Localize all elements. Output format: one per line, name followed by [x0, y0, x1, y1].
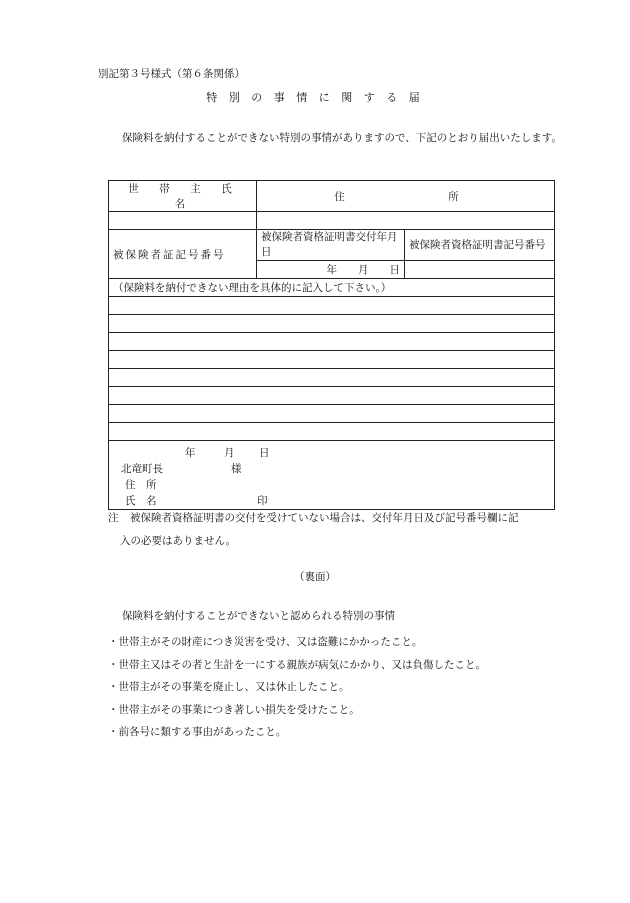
householder-name-header: 世 帯 主 氏 名	[109, 181, 257, 212]
document-title: 特 別 の 事 情 に 関 す る 届	[206, 91, 424, 104]
back-side-heading: 保険料を納付することができないと認められる特別の事情	[122, 610, 395, 622]
list-item: ・世帯主がその財産につき災害を受け、又は盗難にかかったこと。	[108, 636, 423, 648]
address-field[interactable]	[257, 212, 555, 230]
reason-line[interactable]	[109, 405, 555, 423]
note-mark: 注	[108, 512, 119, 524]
cert-issue-date-field[interactable]	[257, 261, 405, 279]
list-item: ・世帯主がその事業を廃止し、又は休止したこと。	[108, 681, 350, 693]
mayor-label: 北竜町長	[121, 463, 163, 475]
list-item: ・世帯主がその事業につき著しい損失を受けたこと。	[108, 703, 360, 716]
back-side-title: （裏面）	[294, 571, 336, 583]
date-year-label: 年	[326, 264, 337, 276]
signer-name-label: 氏 名	[125, 495, 157, 507]
householder-name-field[interactable]	[109, 212, 257, 230]
reason-instruction: （保険料を納付できない理由を具体的に記入して下さい。）	[109, 279, 555, 297]
cert-issue-date-header: 被保険者資格証明書交付年月日	[257, 230, 405, 261]
signer-address-label: 住 所	[125, 479, 157, 491]
reason-line[interactable]	[109, 351, 555, 369]
list-item: ・世帯主又はその者と生計を一にする親族が病気にかかり、又は負傷したこと。	[108, 658, 486, 671]
honorific-label: 様	[231, 463, 242, 475]
reason-line[interactable]	[109, 315, 555, 333]
cert-number-header: 被保険者資格証明書記号番号	[405, 230, 555, 261]
date-day-label: 日	[389, 264, 400, 276]
reason-line[interactable]	[109, 423, 555, 441]
list-item: ・前各号に類する事由があったこと。	[108, 726, 287, 738]
sig-year-label: 年	[185, 447, 196, 459]
sig-month-label: 月	[224, 447, 235, 459]
address-header: 住 所	[257, 181, 555, 212]
note-paragraph	[108, 507, 568, 553]
special-circumstances-list	[108, 631, 486, 744]
reason-line[interactable]	[109, 369, 555, 387]
reason-line[interactable]	[109, 333, 555, 351]
application-form-table	[108, 180, 555, 510]
signature-block	[109, 441, 555, 510]
insured-number-header: 被保険者証記号番号	[109, 230, 257, 279]
reason-line[interactable]	[109, 387, 555, 405]
sig-day-label: 日	[259, 447, 270, 459]
date-month-label: 月	[358, 264, 369, 276]
seal-mark: 印	[257, 495, 268, 507]
form-number-label: 別記第３号様式（第６条関係）	[98, 68, 245, 80]
note-line-1: 被保険者資格証明書の交付を受けていない場合は、交付年月日及び記号番号欄に記	[130, 512, 519, 524]
cert-number-field[interactable]	[405, 261, 555, 279]
reason-line[interactable]	[109, 297, 555, 315]
intro-paragraph: 保険料を納付することができない特別の事情がありますので、下記のとおり届出いたします。	[122, 132, 562, 144]
note-line-2: 入の必要はありません。	[120, 535, 237, 547]
